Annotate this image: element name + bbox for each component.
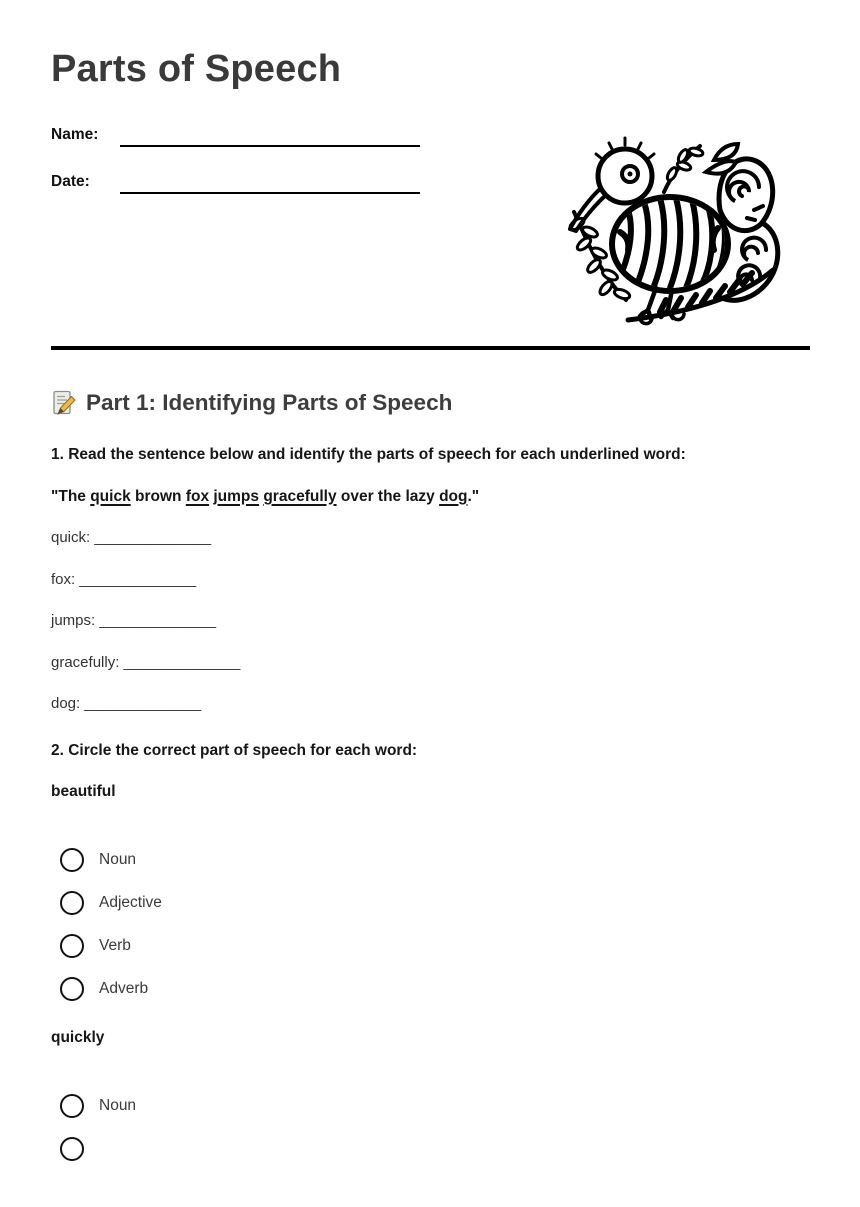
radio-label: Adverb (99, 980, 149, 997)
radio-option-verb[interactable] (60, 934, 810, 958)
radio-button[interactable] (60, 934, 84, 958)
radio-button[interactable] (60, 1094, 84, 1118)
page-title: Parts of Speech (51, 48, 342, 90)
radio-button[interactable] (60, 891, 84, 915)
radio-label: Noun (99, 851, 137, 868)
question2-word-beautiful: beautiful (51, 783, 116, 800)
underlined-word: quick (90, 487, 131, 505)
answer-blank-gracefully: gracefully: ______________ (51, 653, 241, 671)
sentence-token: ." (467, 487, 480, 505)
radio-option-partial[interactable] (60, 1137, 810, 1161)
sentence-token: over the lazy (336, 487, 440, 505)
answer-blank-dog: dog: ______________ (51, 695, 202, 712)
radio-button[interactable] (60, 977, 84, 1001)
underlined-word: dog (439, 487, 468, 505)
sentence-token: brown (130, 487, 186, 505)
question1-sentence (51, 488, 810, 506)
answer-blank-fox: fox: ______________ (51, 570, 197, 588)
worksheet-page (0, 46, 860, 1207)
date-label: Date: (51, 172, 90, 190)
underlined-word: gracefully (263, 487, 337, 505)
radio-group-quickly (51, 1094, 810, 1161)
name-blank-line (120, 122, 420, 147)
part1-heading (51, 388, 810, 418)
radio-label: Noun (99, 1097, 137, 1114)
radio-option-adverb[interactable] (60, 977, 810, 1001)
radio-option-adjective[interactable] (60, 891, 810, 915)
question1-prompt: 1. Read the sentence below and identify the parts of speech for each underlined word: (51, 445, 686, 463)
radio-label: Verb (99, 937, 131, 954)
radio-label: Adjective (99, 894, 162, 911)
answer-blank-jumps: jumps: ______________ (51, 612, 217, 629)
radio-group-beautiful (51, 848, 810, 1001)
question2-word-quickly: quickly (51, 1029, 105, 1046)
radio-button[interactable] (60, 1137, 84, 1161)
underlined-word: fox (185, 487, 210, 505)
question2-prompt: 2. Circle the correct part of speech for each word: (51, 742, 418, 759)
sentence-token: "The (51, 487, 91, 505)
part1-heading-text: Part 1: Identifying Parts of Speech (86, 389, 453, 415)
memo-pencil-icon (51, 390, 77, 416)
radio-option-noun[interactable] (60, 848, 810, 872)
underlined-word: jumps (213, 487, 260, 505)
kiwi-bird-illustration (568, 132, 784, 333)
section-divider (51, 346, 810, 350)
answer-blank-quick: quick: ______________ (51, 529, 212, 546)
name-label: Name: (51, 125, 99, 143)
radio-button[interactable] (60, 848, 84, 872)
radio-option-noun[interactable] (60, 1094, 810, 1118)
date-blank-line (120, 169, 420, 194)
kiwi-bird-icon (568, 132, 784, 328)
